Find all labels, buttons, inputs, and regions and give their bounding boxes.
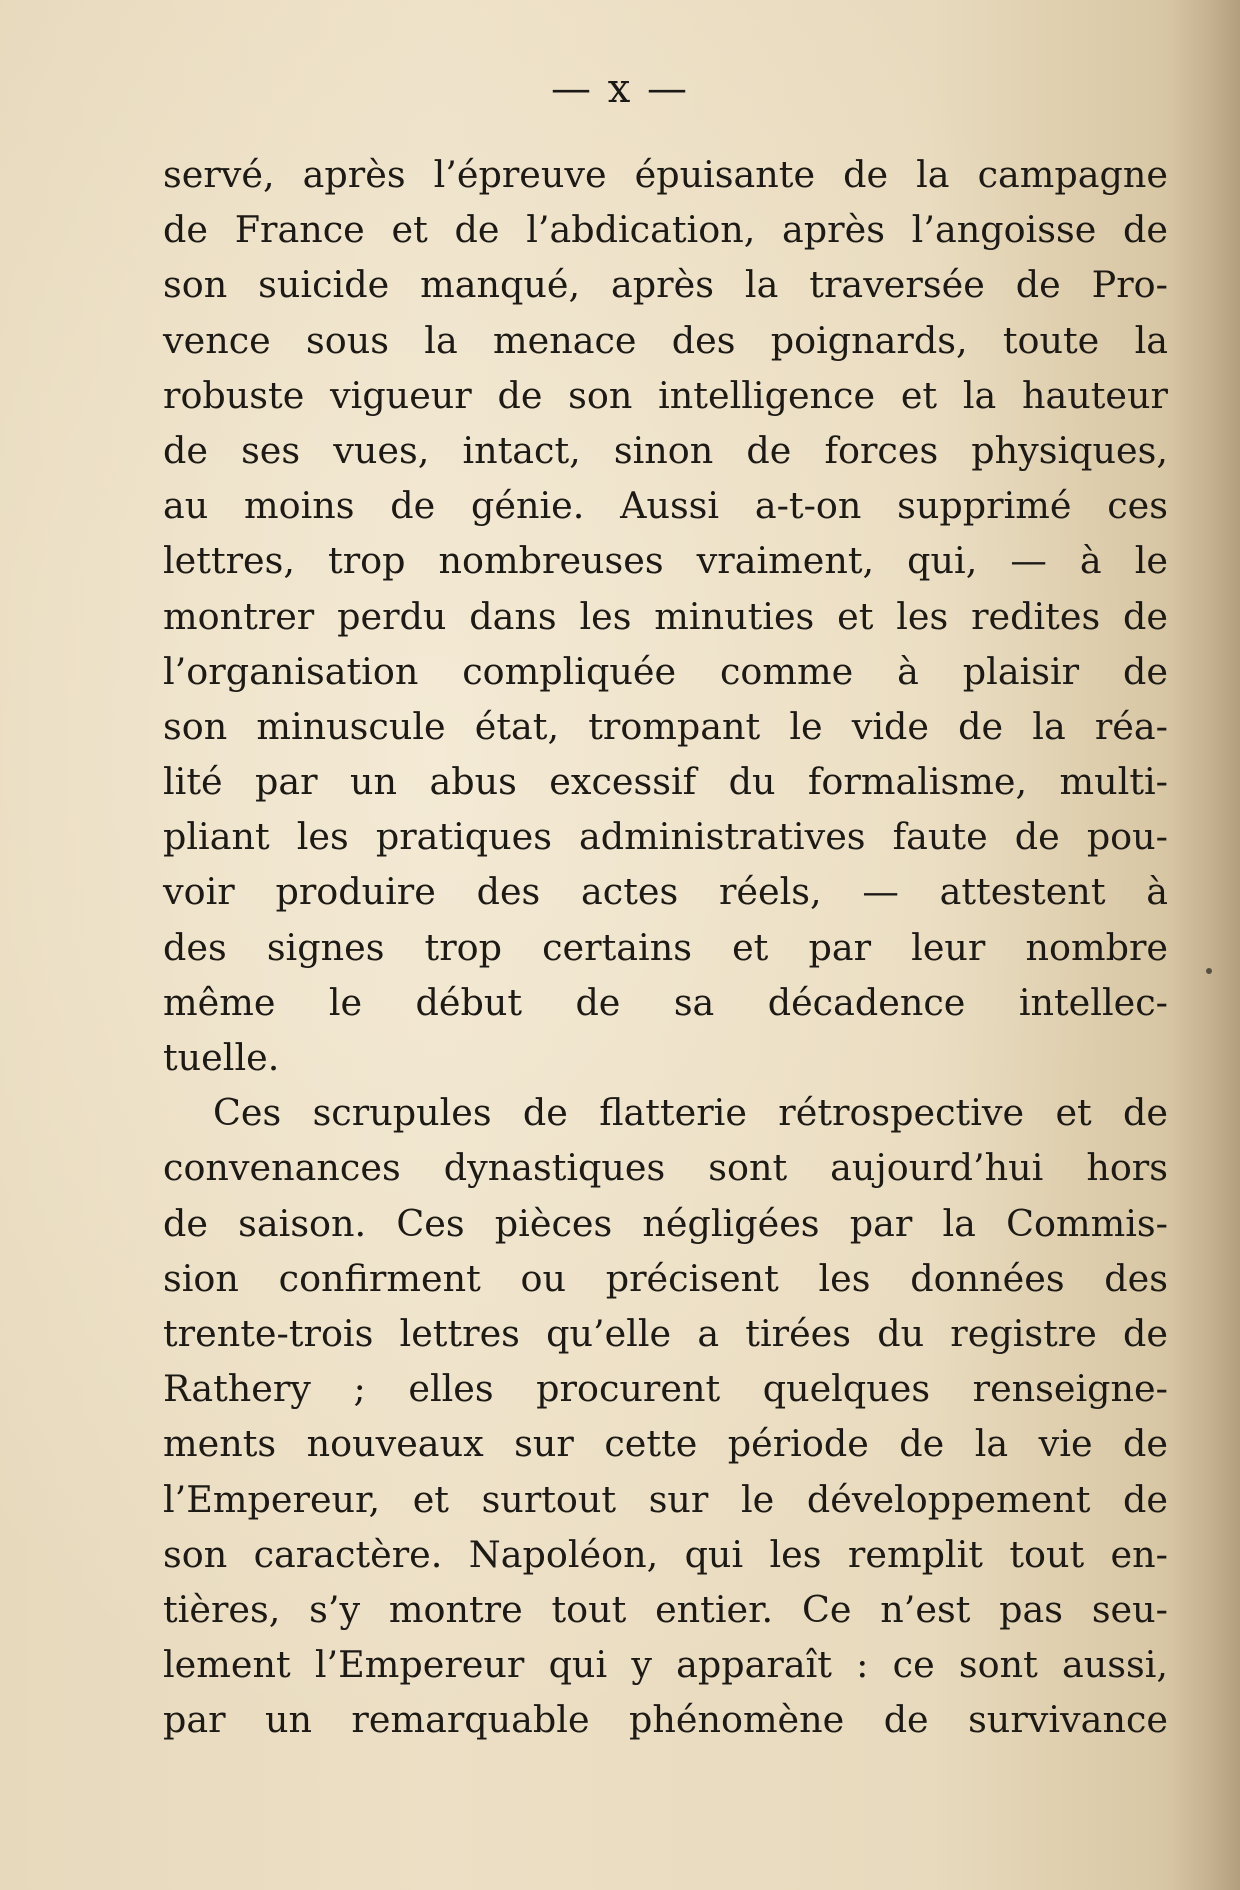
text-line: son minuscule état, trompant le vide de la réa-: [163, 704, 1168, 748]
text-line: de France et de l’abdication, après l’angoisse de: [163, 208, 1168, 252]
text-line: des signes trop certains et par leur nombre: [163, 925, 1168, 969]
text-line: même le début de sa décadence intellec-: [163, 980, 1168, 1024]
text-line: ments nouveaux sur cette période de la vie de: [163, 1422, 1168, 1466]
text-line: servé, après l’épreuve épuisante de la campagne: [163, 153, 1168, 196]
page-edge-shadow: [1170, 0, 1240, 1890]
text-line: au moins de génie. Aussi a-t-on supprimé ces: [163, 484, 1168, 528]
text-line: son caractère. Napoléon, qui les remplit tout en-: [163, 1532, 1168, 1576]
text-line: tières, s’y montre tout entier. Ce n’est pas seu-: [163, 1587, 1168, 1631]
text-line: par un remarquable phénomène de survivance: [163, 1698, 1168, 1742]
text-line: pliant les pratiques administratives faute de pou-: [163, 815, 1168, 859]
text-line: Rathery ; elles procurent quelques renseigne-: [163, 1367, 1168, 1411]
text-line: son suicide manqué, après la traversée de Pro-: [163, 263, 1168, 307]
text-line: l’Empereur, et surtout sur le développement de: [163, 1477, 1168, 1521]
body-text: [163, 147, 1168, 1747]
text-line: trente-trois lettres qu’elle a tirées du registre de: [163, 1311, 1168, 1355]
text-line: lité par un abus excessif du formalisme, multi-: [163, 760, 1168, 804]
paragraph-end-line: tuelle.: [163, 1036, 280, 1079]
text-line: l’organisation compliquée comme à plaisir de: [163, 649, 1168, 693]
text-line: lement l’Empereur qui y apparaît : ce sont aussi,: [163, 1643, 1168, 1687]
text-line: voir produire des actes réels, — attestent à: [163, 870, 1168, 914]
text-line: montrer perdu dans les minuties et les redites de: [163, 594, 1168, 638]
text-line: sion confirment ou précisent les données des: [163, 1256, 1168, 1300]
page-number: — x —: [551, 66, 689, 112]
paragraph-start-line: Ces scrupules de flatterie rétrospective et de: [213, 1091, 1168, 1135]
text-line: de saison. Ces pièces négligées par la Commis-: [163, 1201, 1168, 1245]
ink-speck: [1206, 968, 1212, 974]
text-line: de ses vues, intact, sinon de forces physiques,: [163, 428, 1168, 472]
text-line: robuste vigueur de son intelligence et la hauteur: [163, 373, 1168, 417]
text-line: vence sous la menace des poignards, toute la: [163, 318, 1168, 362]
text-line: convenances dynastiques sont aujourd’hui hors: [163, 1146, 1168, 1190]
text-line: lettres, trop nombreuses vraiment, qui, — à le: [163, 539, 1168, 583]
